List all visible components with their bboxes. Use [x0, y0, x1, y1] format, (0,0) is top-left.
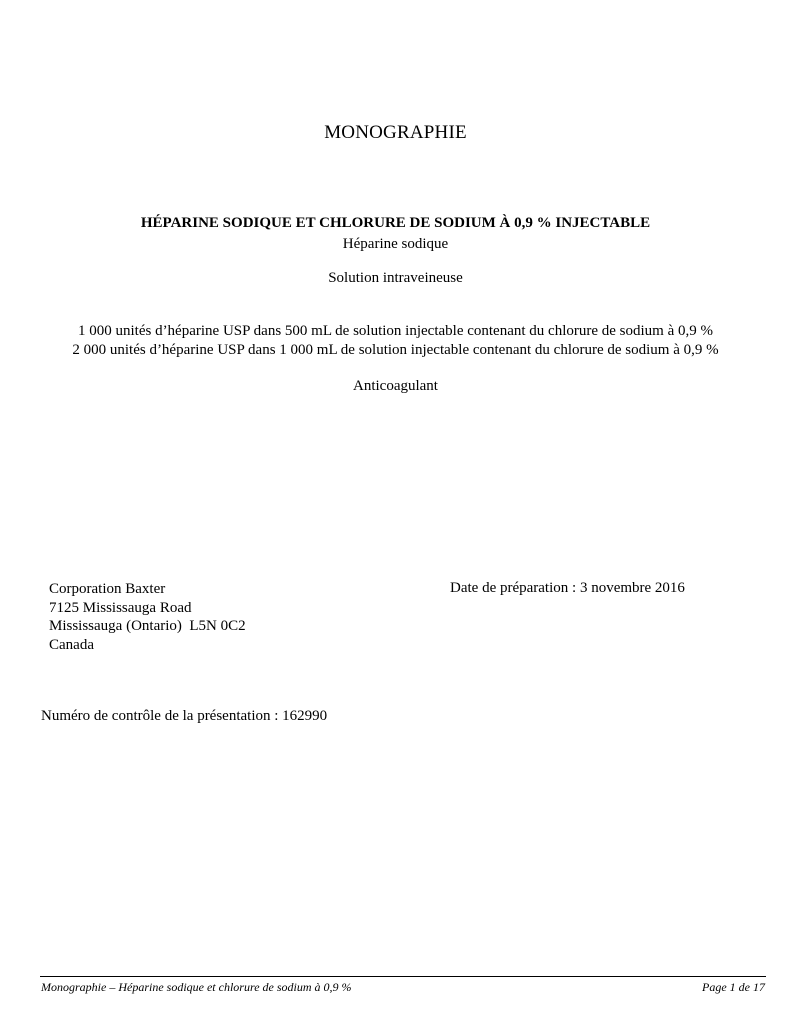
strength-line: 2 000 unités d’héparine USP dans 1 000 mL de solution injectable contenant du chlorure de sodium à 0,9 % [72, 342, 719, 358]
address-city: Mississauga (Ontario) L5N 0C2 [49, 618, 246, 634]
strength-line: 1 000 unités d’héparine USP dans 500 mL de solution injectable contenant du chlorure de sodium à 0,9 % [77, 323, 713, 339]
preparation-date: Date de préparation : 3 novembre 2016 [450, 580, 685, 596]
manufacturer-address [49, 580, 246, 654]
page-number: Page 1 de 17 [702, 980, 765, 994]
address-country: Canada [49, 636, 94, 653]
proper-name: Héparine sodique [342, 236, 449, 252]
dosage-form: Solution intraveineuse [328, 270, 463, 286]
manufacturer-name: Corporation Baxter [49, 581, 166, 597]
document-title: MONOGRAPHIE [324, 122, 467, 143]
footer-divider [40, 976, 766, 977]
therapeutic-class: Anticoagulant [353, 378, 438, 394]
address-street: 7125 Mississauga Road [49, 599, 192, 616]
submission-control-number: Numéro de contrôle de la présentation : 162990 [41, 708, 328, 724]
product-name: HÉPARINE SODIQUE ET CHLORURE DE SODIUM À 0,9 % INJECTABLE [140, 215, 651, 231]
footer-document-title: Monographie – Héparine sodique et chlorure de sodium à 0,9 % [41, 980, 352, 994]
